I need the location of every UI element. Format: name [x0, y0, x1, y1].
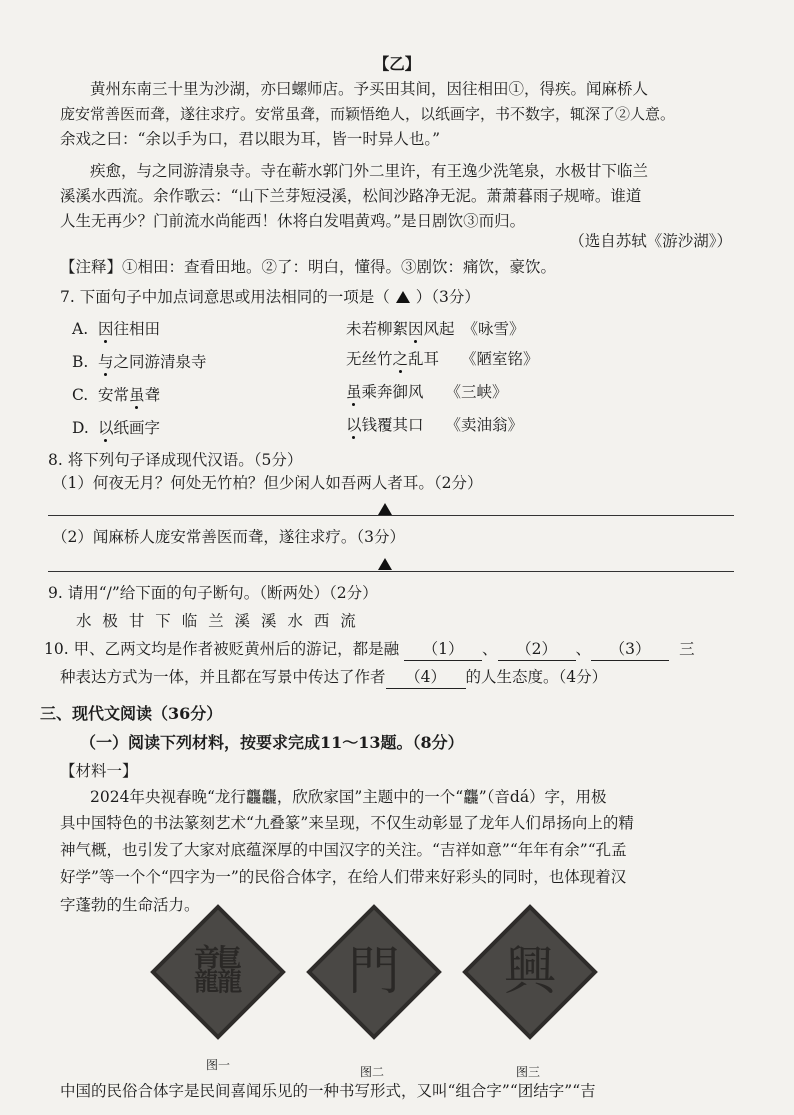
- figure-3-image: 興: [462, 904, 598, 1040]
- answer-triangle-icon: [378, 503, 392, 515]
- material1-line1: 2024年央视春晚“龙行龘龘，欣欣家国”主题中的一个“龘”（音dá）字，用极: [90, 788, 607, 806]
- q7-stem: 7. 下面句子中加点词意思或用法相同的一项是（ ）（3分）: [60, 288, 480, 306]
- q8-answer-line-2[interactable]: [48, 571, 734, 572]
- q8-stem: 8. 将下列句子译成现代汉语。（5分）: [48, 451, 303, 469]
- answer-triangle-icon: [378, 558, 392, 570]
- section3-subtitle: （一）阅读下列材料，按要求完成11～13题。（8分）: [80, 733, 464, 752]
- q7-option-b: B. 与之同游清泉寺: [72, 353, 207, 371]
- passage-heading: 【乙】: [373, 54, 421, 73]
- q9-stem: 9. 请用“/”给下面的句子断句。（断两处）（2分）: [48, 584, 378, 602]
- q8-answer-line-1[interactable]: [48, 515, 734, 516]
- material1-line3: 神气概，也引发了大家对底蕴深厚的中国汉字的关注。“吉祥如意”“年年有余”“孔孟: [60, 841, 627, 859]
- figure-1-image: 龘: [150, 904, 286, 1040]
- q7-option-c-compare: 虽乘奔御风 《三峡》: [346, 383, 508, 401]
- passage-p2-line3: 人生无再少？门前流水尚能西！休将白发唱黄鸡。”是日剧饮③而归。: [60, 212, 526, 230]
- answer-triangle-icon: [396, 291, 410, 303]
- material1-line2: 具中国特色的书法篆刻艺术“九叠篆”来呈现，不仅生动彰显了龙年人们昂扬向上的精: [60, 814, 634, 832]
- material1-label: 【材料一】: [60, 762, 138, 780]
- q10-blank-2[interactable]: （2）: [498, 638, 576, 661]
- q8-sentence-1: （1）何夜无月？何处无竹柏？但少闲人如吾两人者耳。（2分）: [52, 474, 483, 492]
- material1-last-line: 中国的民俗合体字是民间喜闻乐见的一种书写形式，又叫“组合字”“团结字”“吉: [60, 1082, 596, 1100]
- section3-title: 三、现代文阅读（36分）: [40, 704, 223, 723]
- passage-p2-line1: 疾愈，与之同游清泉寺。寺在蕲水郭门外二里许，有王逸少洗笔泉，水极甘下临兰: [90, 162, 649, 180]
- material1-line4: 好学”等一个个“四字为一”的民俗合体字，在给人们带来好彩头的同时，也体现着汉: [60, 868, 627, 886]
- passage-p2-line2: 溪溪水西流。余作歌云：“山下兰芽短浸溪，松间沙路净无泥。萧萧暮雨子规啼。谁道: [60, 187, 642, 205]
- material1-line5: 字蓬勃的生命活力。: [60, 896, 200, 914]
- figure-2-caption: 图二: [360, 1065, 385, 1079]
- q7-option-d: D. 以纸画字: [72, 419, 161, 437]
- figure-3-caption: 图三: [516, 1065, 541, 1079]
- q10-blank-1[interactable]: （1）: [404, 638, 482, 661]
- q7-option-a: A. 因往相田: [72, 320, 161, 338]
- passage-p1-line1: 黄州东南三十里为沙湖，亦曰螺师店。予买田其间，因往相田①，得疾。闻麻桥人: [90, 80, 649, 98]
- q7-option-b-compare: 无丝竹之乱耳 《陋室铭》: [346, 350, 539, 368]
- q7-option-a-compare: 未若柳絮因风起 《咏雪》: [346, 320, 525, 338]
- q10-blank-4[interactable]: （4）: [386, 666, 466, 689]
- passage-notes: 【注释】①相田：查看田地。②了：明白，懂得。③剧饮：痛饮，豪饮。: [60, 258, 557, 276]
- passage-p1-line3: 余戏之曰：“余以手为口，君以眼为耳，皆一时异人也。”: [60, 130, 441, 148]
- q10-line2: 种表达方式为一体，并且都在写景中传达了作者 （4） 的人生态度。（4分）: [60, 666, 607, 689]
- q7-option-d-compare: 以钱覆其口 《卖油翁》: [346, 416, 524, 434]
- passage-source: （选自苏轼《游沙湖》）: [569, 232, 732, 250]
- figure-2-image: 門: [306, 904, 442, 1040]
- q8-sentence-2: （2）闻麻桥人庞安常善医而聋，遂往求疗。（3分）: [52, 528, 405, 546]
- passage-p1-line2: 庞安常善医而聋，遂往求疗。安常虽聋，而颖悟绝人，以纸画字，书不数字，辄深了②人意。: [60, 105, 676, 123]
- q10-blank-3[interactable]: （3）: [591, 638, 669, 661]
- q9-sentence: 水 极 甘 下 临 兰 溪 溪 水 西 流: [76, 612, 359, 630]
- q10-line1: 10. 甲、乙两文均是作者被贬黄州后的游记，都是融 （1） 、 （2） 、 （3） 三: [44, 638, 695, 661]
- q7-option-c: C. 安常虽聋: [72, 386, 161, 404]
- figure-1-caption: 图一: [206, 1058, 231, 1072]
